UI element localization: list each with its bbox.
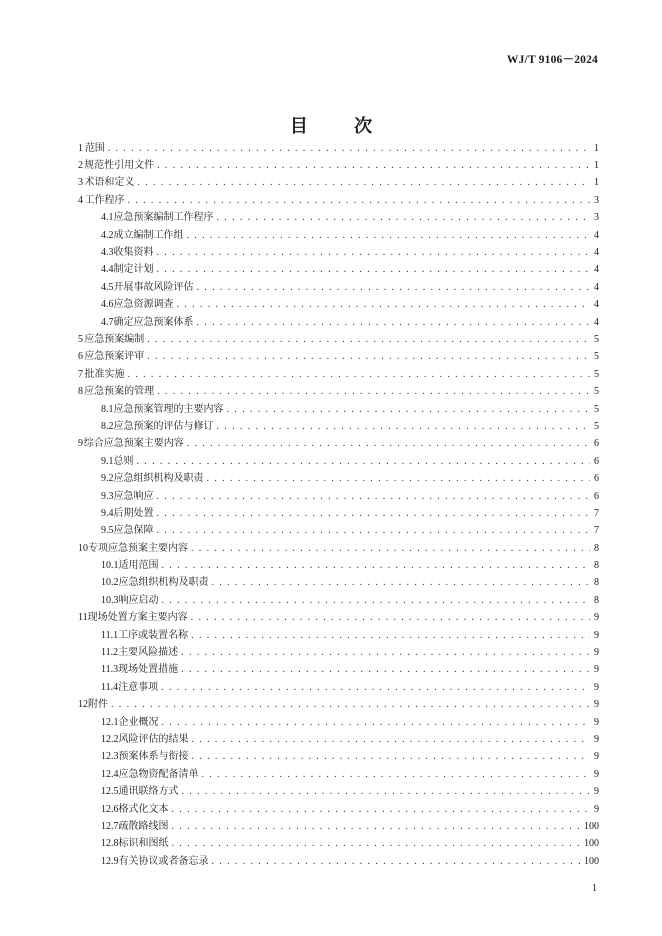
dot-leader [108, 144, 590, 154]
dot-leader [157, 492, 591, 502]
dot-leader [128, 370, 590, 380]
toc-entry-label: 主要风险描述 [118, 647, 179, 659]
dot-leader [182, 787, 591, 797]
dot-leader [212, 857, 582, 867]
toc-entry-label: 应急响应 [113, 490, 154, 502]
toc-entry-label: 制定计划 [113, 264, 154, 276]
toc-entry[interactable] [78, 244, 599, 261]
toc-entry-label: 工序或装置名称 [118, 629, 189, 641]
toc-entry[interactable] [78, 192, 599, 209]
toc-entry-label: 应急预案的评估与修订 [113, 420, 214, 432]
toc-entry-number: 10 [78, 542, 88, 554]
toc-entry-label: 通讯联络方式 [118, 786, 179, 798]
dot-leader [137, 178, 590, 188]
toc-entry-page: 9 [594, 768, 599, 780]
toc-entry-number: 1 [78, 142, 83, 154]
toc-entry[interactable] [78, 783, 599, 800]
toc-entry-number: 5 [78, 333, 83, 345]
dot-leader [212, 578, 591, 588]
toc-entry-label: 现场处置措施 [118, 664, 179, 676]
toc-entry-number: 4 [78, 194, 83, 206]
toc-entry-page: 4 [594, 247, 599, 259]
toc-entry-page: 9 [594, 751, 599, 763]
toc-entry[interactable] [78, 714, 599, 731]
toc-entry-number: 8 [78, 386, 83, 398]
toc-entry-number: 4.3 [101, 247, 114, 259]
dot-leader [181, 648, 590, 658]
toc-entry-label: 应急物资配备清单 [118, 768, 199, 780]
dot-leader [111, 700, 590, 710]
toc-entry-page: 100 [584, 838, 599, 850]
dot-leader [157, 248, 591, 258]
toc-entry-page: 4 [594, 264, 599, 276]
toc-entry-page: 6 [594, 438, 599, 450]
dot-leader [172, 822, 582, 832]
toc-entry-label: 现场处置方案主要内容 [87, 612, 188, 624]
toc-entry[interactable] [78, 523, 599, 540]
toc-entry[interactable] [78, 627, 599, 644]
toc-entry-label: 批准实施 [84, 368, 125, 380]
toc-entry[interactable] [78, 279, 599, 296]
toc-entry[interactable] [78, 210, 599, 227]
toc-entry-page: 7 [594, 507, 599, 519]
dot-leader [197, 283, 591, 293]
toc-entry-number: 12.4 [101, 768, 119, 780]
toc-entry-page: 4 [594, 229, 599, 241]
toc-entry-number: 8.1 [101, 403, 114, 415]
toc-entry[interactable] [78, 262, 599, 279]
toc-entry-label: 成立编制工作组 [113, 229, 184, 241]
dot-leader [137, 457, 591, 467]
dot-leader [197, 318, 591, 328]
toc-entry-label: 标识和图纸 [118, 838, 169, 850]
toc-entry-number: 4.4 [101, 264, 114, 276]
toc-entry-label: 开展事故风险评估 [113, 281, 194, 293]
toc-entry-label: 应急保障 [113, 525, 154, 537]
toc-entry-label: 风险评估的结果 [118, 733, 189, 745]
toc-entry-page: 9 [594, 803, 599, 815]
toc-entry-number: 11 [78, 612, 88, 624]
toc-entry[interactable] [78, 331, 599, 348]
dot-leader [172, 839, 582, 849]
toc-entry-page: 9 [594, 716, 599, 728]
toc-entry-label: 企业概况 [118, 716, 159, 728]
standard-code: WJ/T 9106－2024 [506, 54, 598, 66]
dot-leader [202, 770, 591, 780]
toc-entry-label: 应急预案评审 [84, 351, 145, 363]
toc-entry-label: 收集资料 [113, 247, 154, 259]
toc-entry[interactable] [78, 836, 599, 853]
toc-entry-page: 9 [594, 629, 599, 641]
toc-entry-label: 确定应急预案体系 [113, 316, 194, 328]
toc-entry-number: 12 [78, 699, 88, 711]
toc-entry-number: 12.3 [101, 751, 119, 763]
dot-leader [187, 231, 591, 241]
toc-entry-number: 12.7 [101, 820, 119, 832]
toc-entry-number: 4.5 [101, 281, 114, 293]
toc-entry-number: 10.1 [101, 560, 119, 572]
dot-leader [157, 265, 591, 275]
toc-entry[interactable] [78, 227, 599, 244]
toc-entry-page: 5 [594, 351, 599, 363]
toc-entry-label: 应急预案管理的主要内容 [113, 403, 224, 415]
dot-leader [227, 405, 591, 415]
toc-entry-page: 6 [594, 473, 599, 485]
toc-entry[interactable] [78, 366, 599, 383]
toc-entry-number: 9.2 [101, 473, 114, 485]
toc-entry[interactable] [78, 610, 599, 627]
toc-entry-label: 应急资源调查 [113, 299, 174, 311]
toc-entry-page: 3 [594, 194, 599, 206]
dot-leader [128, 196, 590, 206]
toc-entry-label: 综合应急预案主要内容 [83, 438, 184, 450]
toc-entry-page: 9 [594, 681, 599, 693]
toc-entry-page: 9 [594, 733, 599, 745]
dot-leader [177, 300, 591, 310]
toc-entry-label: 响应启动 [118, 594, 159, 606]
toc-entry-number: 9 [78, 438, 83, 450]
toc-entry-label: 注意事项 [118, 681, 159, 693]
toc-entry[interactable] [78, 436, 599, 453]
toc-entry-label: 应急组织机构及职责 [118, 577, 209, 589]
toc-entry-number: 10.3 [101, 594, 119, 606]
toc-entry[interactable] [78, 470, 599, 487]
toc-entry-label: 总则 [113, 455, 134, 467]
toc-entry-number: 4.2 [101, 229, 114, 241]
toc-entry-number: 11.1 [101, 629, 119, 641]
dot-leader [217, 213, 591, 223]
toc-entry-label: 术语和定义 [84, 177, 135, 189]
page-title: 目 次 [289, 116, 393, 137]
toc-entry-number: 12.2 [101, 733, 119, 745]
dot-leader [147, 352, 590, 362]
toc-entry[interactable] [78, 801, 599, 818]
toc-entry-page: 8 [594, 560, 599, 572]
dot-leader [157, 526, 591, 536]
dot-leader [191, 544, 590, 554]
toc-entry[interactable] [78, 453, 599, 470]
toc-entry-label: 专项应急预案主要内容 [88, 542, 188, 554]
toc-entry[interactable] [78, 297, 599, 314]
toc-entry-label: 疏散路线图 [118, 820, 169, 832]
toc-entry-page: 8 [594, 542, 599, 554]
toc-entry[interactable] [78, 383, 599, 400]
toc-entry[interactable] [78, 749, 599, 766]
toc-entry-page: 3 [594, 212, 599, 224]
toc-entry-page: 1 [594, 160, 599, 172]
toc-entry-label: 规范性引用文件 [84, 160, 155, 172]
dot-leader [162, 596, 591, 606]
toc-entry-page: 5 [594, 403, 599, 415]
toc-entry-page: 8 [594, 594, 599, 606]
toc-entry-page: 6 [594, 455, 599, 467]
toc-entry-page: 1 [594, 177, 599, 189]
toc-entry-page: 5 [594, 368, 599, 380]
toc-entry-number: 6 [78, 351, 83, 363]
toc-entry[interactable] [78, 314, 599, 331]
toc-entry[interactable] [78, 157, 599, 174]
toc-entry-page: 4 [594, 281, 599, 293]
toc-entry-page: 6 [594, 490, 599, 502]
toc-entry-number: 3 [78, 177, 83, 189]
toc-entry-number: 4.1 [101, 212, 114, 224]
dot-leader [191, 631, 590, 641]
toc-entry-page: 9 [594, 612, 599, 624]
toc-entry-page: 4 [594, 299, 599, 311]
toc-entry[interactable] [78, 662, 599, 679]
toc-entry-label: 格式化文本 [118, 803, 169, 815]
dot-leader [157, 161, 590, 171]
dot-leader [157, 387, 590, 397]
toc-entry[interactable] [78, 557, 599, 574]
dot-leader [172, 805, 591, 815]
toc-entry-page: 5 [594, 386, 599, 398]
toc-entry-label: 附件 [88, 699, 108, 711]
dot-leader [181, 665, 590, 675]
toc-entry-number: 11.3 [101, 664, 119, 676]
toc-entry-page: 8 [594, 577, 599, 589]
toc-entry-label: 范围 [84, 142, 105, 154]
toc-entry-label: 应急预案编制工作程序 [113, 212, 214, 224]
toc-entry[interactable] [78, 505, 599, 522]
dot-leader [191, 613, 590, 623]
dot-leader [161, 683, 590, 693]
toc-entry[interactable] [78, 488, 599, 505]
toc-entry-page: 5 [594, 333, 599, 345]
toc-entry-number: 9.1 [101, 455, 114, 467]
toc-entry[interactable] [78, 818, 599, 835]
toc-entry-label: 后期处置 [113, 507, 154, 519]
toc-entry[interactable] [78, 697, 599, 714]
toc-entry[interactable] [78, 175, 599, 192]
toc-entry-page: 100 [584, 820, 599, 832]
dot-leader [207, 474, 591, 484]
toc-entry[interactable] [78, 401, 599, 418]
toc-entry[interactable] [78, 140, 599, 157]
toc-entry[interactable] [78, 766, 599, 783]
toc-entry-number: 12.6 [101, 803, 119, 815]
toc-entry-label: 应急组织机构及职责 [113, 473, 204, 485]
dot-leader [162, 718, 591, 728]
toc-entry-page: 9 [594, 699, 599, 711]
dot-leader [162, 561, 591, 571]
toc-entry[interactable] [78, 644, 599, 661]
toc-entry-page: 7 [594, 525, 599, 537]
toc-entry-number: 7 [78, 368, 83, 380]
toc-entry-page: 9 [594, 647, 599, 659]
toc-entry-label: 预案体系与衔接 [118, 751, 189, 763]
toc-entry[interactable] [78, 592, 599, 609]
toc-entry-number: 9.5 [101, 525, 114, 537]
toc-entry-label: 应急预案的管理 [84, 386, 155, 398]
dot-leader [147, 335, 590, 345]
toc-entry-number: 4.7 [101, 316, 114, 328]
toc-entry[interactable] [78, 575, 599, 592]
toc-entry-number: 4.6 [101, 299, 114, 311]
toc-entry[interactable] [78, 679, 599, 696]
dot-leader [192, 752, 591, 762]
toc-entry-number: 2 [78, 160, 83, 172]
dot-leader [217, 422, 591, 432]
toc-entry-page: 9 [594, 786, 599, 798]
toc-entry-number: 9.3 [101, 490, 114, 502]
dot-leader [192, 735, 591, 745]
toc-entry-number: 10.2 [101, 577, 119, 589]
toc-entry-number: 9.4 [101, 507, 114, 519]
toc-entry-page: 100 [584, 855, 599, 867]
toc-entry-number: 12.5 [101, 786, 119, 798]
dot-leader [187, 439, 590, 449]
toc-entry[interactable] [78, 349, 599, 366]
page-number: 1 [592, 883, 597, 894]
toc-entry-label: 应急预案编制 [84, 333, 145, 345]
toc-entry-label: 有关协议或者备忘录 [118, 855, 209, 867]
toc-entry-number: 12.1 [101, 716, 119, 728]
toc-entry-number: 11.4 [101, 681, 119, 693]
toc-entry[interactable] [78, 731, 599, 748]
toc-entry[interactable] [78, 418, 599, 435]
toc-entry-number: 8.2 [101, 420, 114, 432]
dot-leader [157, 509, 591, 519]
toc-entry-page: 9 [594, 664, 599, 676]
toc-entry[interactable] [78, 540, 599, 557]
toc-entry-number: 12.8 [101, 838, 119, 850]
toc-entry-number: 12.9 [101, 855, 119, 867]
toc-entry-number: 11.2 [101, 647, 119, 659]
toc-entry-page: 4 [594, 316, 599, 328]
toc-entry-page: 5 [594, 420, 599, 432]
toc-entry[interactable] [78, 853, 599, 870]
table-of-contents [78, 140, 599, 870]
toc-entry-label: 适用范围 [118, 560, 159, 572]
toc-entry-label: 工作程序 [84, 194, 125, 206]
toc-entry-page: 1 [594, 142, 599, 154]
